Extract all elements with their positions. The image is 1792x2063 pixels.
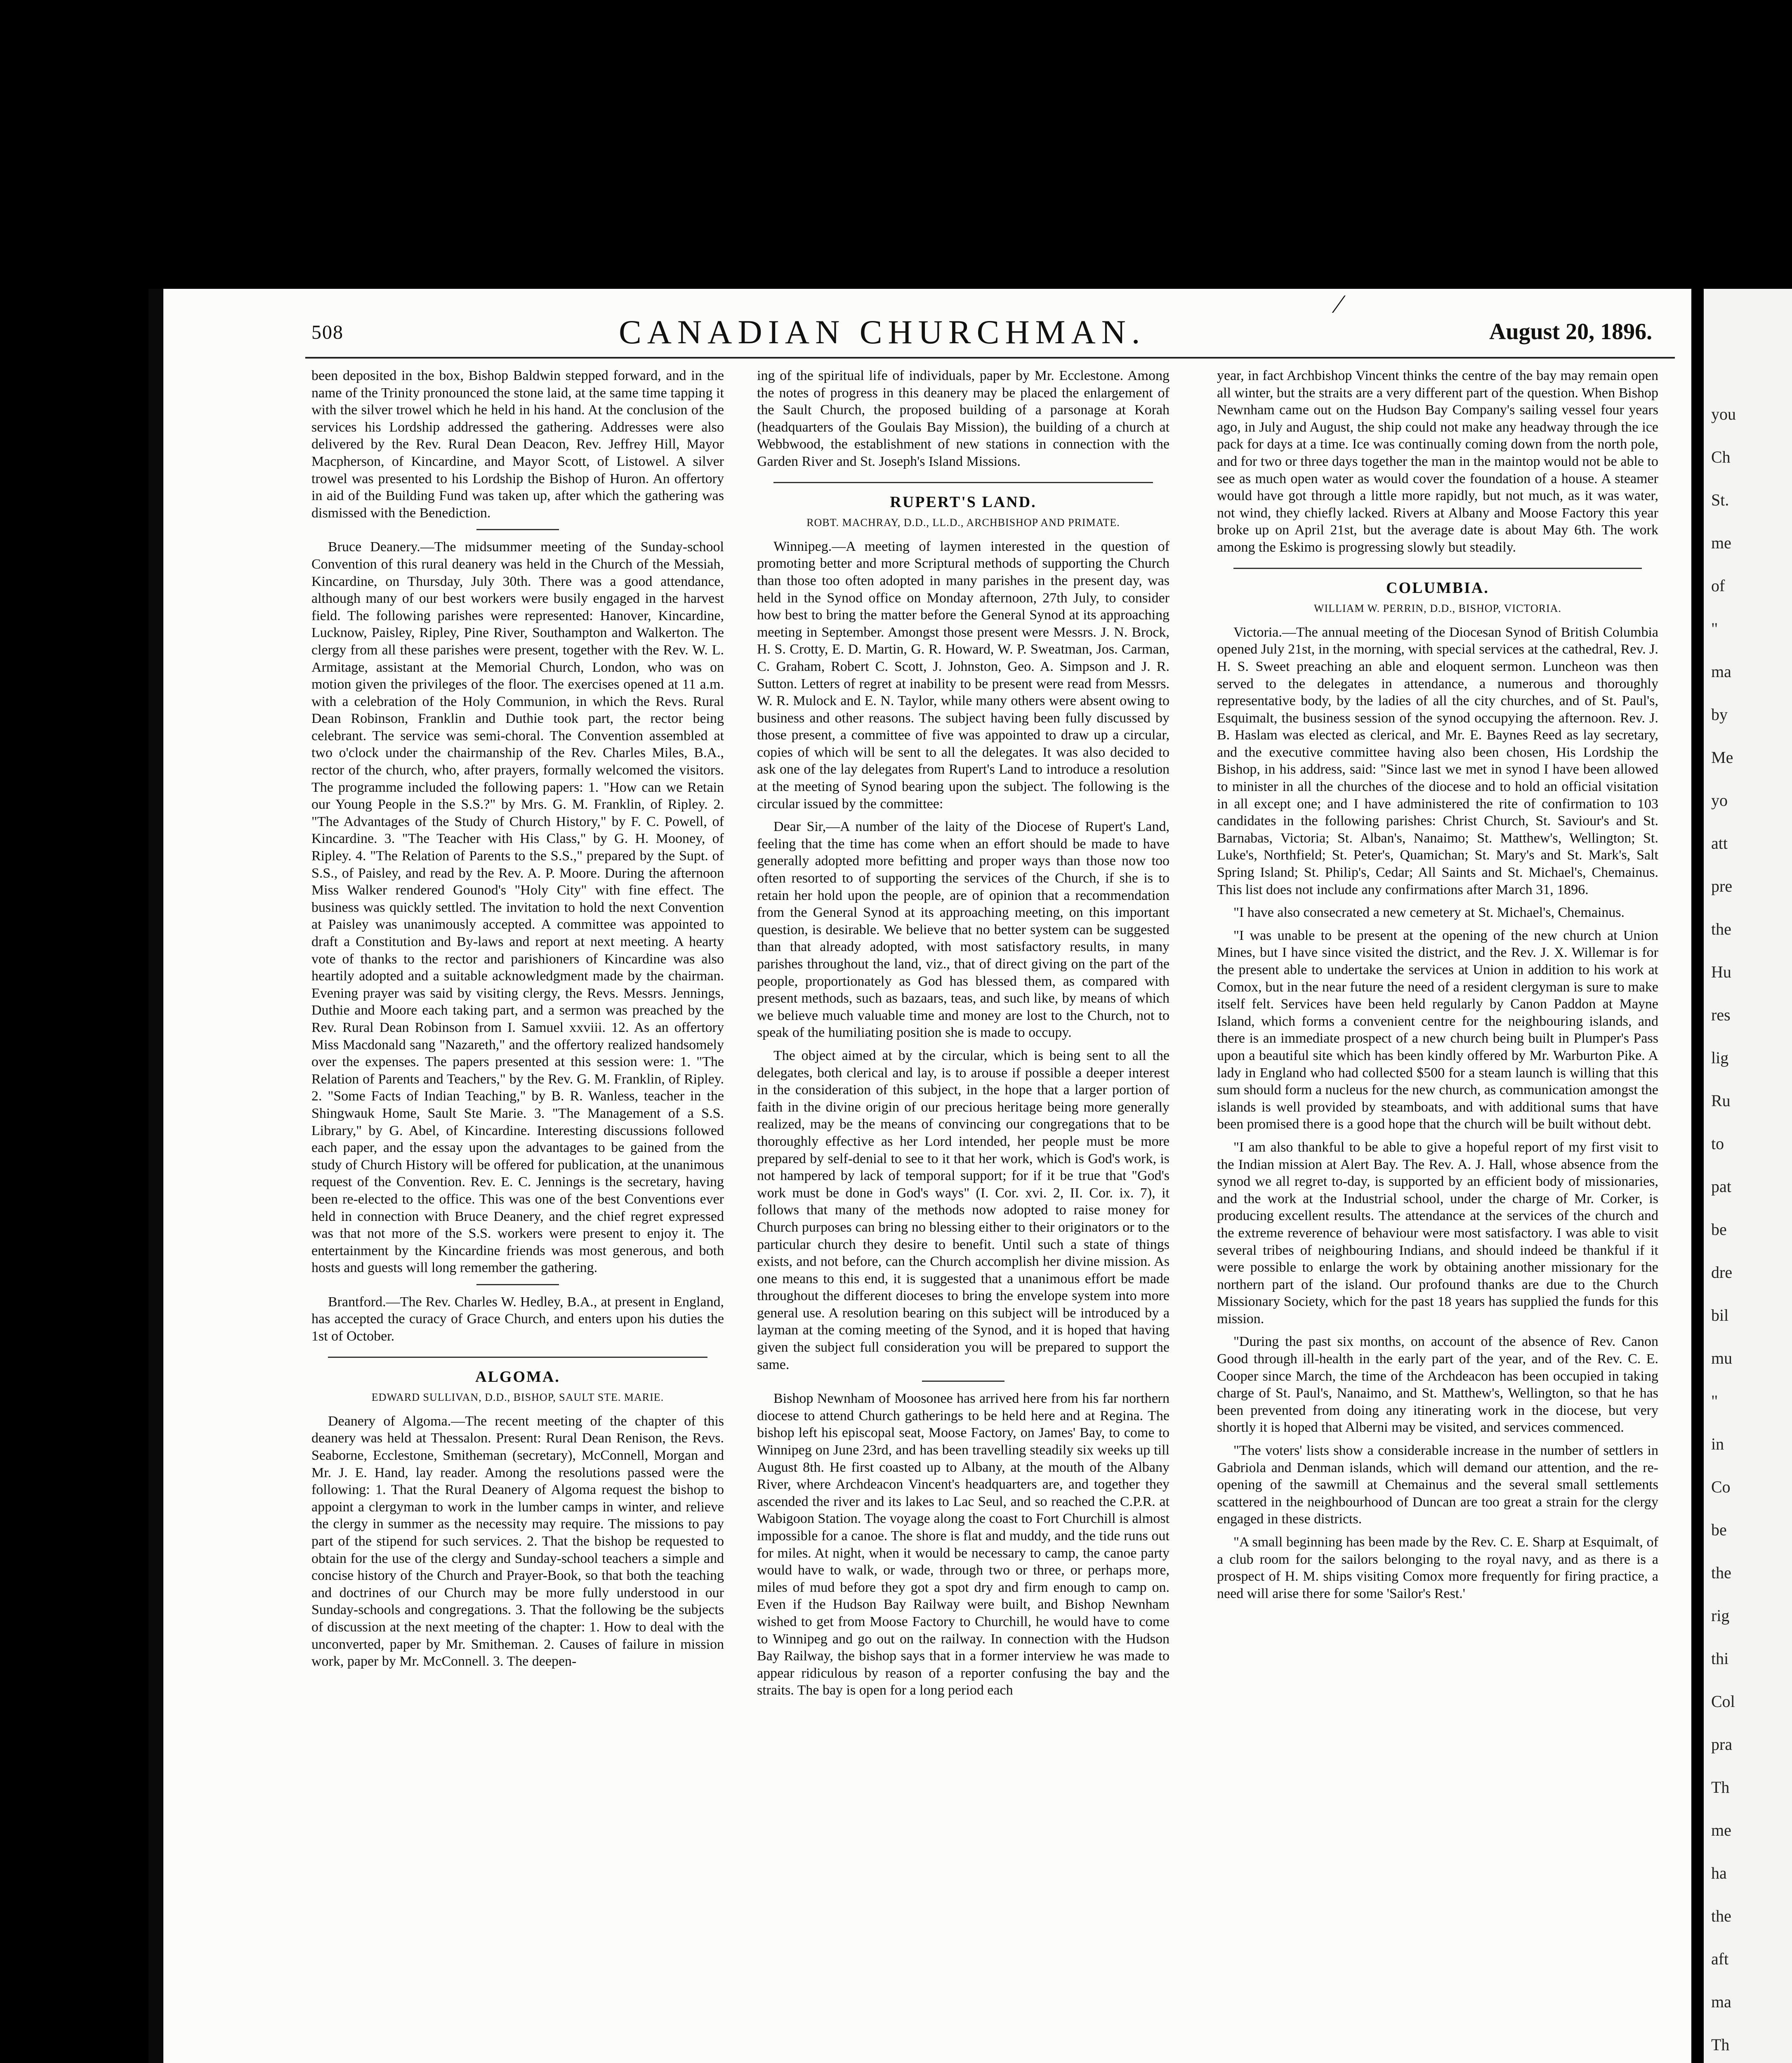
article-paragraph: "I have also consecrated a new cemetery at St. Michael's, Chemainus. xyxy=(1233,905,1625,921)
adjacent-page-fragment: me xyxy=(1711,533,1731,552)
adjacent-page-fragment: be xyxy=(1711,1220,1727,1239)
masthead-title: CANADIAN CHURCHMAN. xyxy=(619,313,1146,351)
adjacent-page-fragment: Me xyxy=(1711,748,1733,767)
adjacent-page-fragment: res xyxy=(1711,1006,1731,1024)
adjacent-page-edge xyxy=(1704,289,1792,2063)
adjacent-page-fragment: mu xyxy=(1711,1349,1733,1367)
section-subtitle-ruperts-land: ROBT. MACHRAY, D.D., LL.D., ARCHBISHOP AND PRIMATE. xyxy=(806,517,1120,529)
adjacent-page-fragment: the xyxy=(1711,1563,1731,1582)
adjacent-page-fragment: dre xyxy=(1711,1263,1733,1282)
adjacent-page-fragment: be xyxy=(1711,1520,1727,1539)
adjacent-page-fragment: Co xyxy=(1711,1478,1731,1496)
adjacent-page-fragment: to xyxy=(1711,1134,1724,1153)
article-paragraph: Dear Sir,—A number of the laity of the Diocese of Rupert's Land, feeling that the time has come when an effort should be made to have generally adopted more befitting and proper ways than those now too often resorted to of supporting the services of the Church, if she is to retain her hold upon the people, are of opinion that a recommendation from the General Synod at its approaching meeting, on this important question, is desirable. We believe that no better system can be suggested than that already adopted, with most satisfactory results, in many parishes throughout the land, viz., that of direct giving on the part of the people, proportionately as God has blessed them, as compared with present methods, such as bazaars, teas, and such like, by means of which we believe much valuable time and money are lost to the Church, not to speak of the humiliating position she is made to occupy. xyxy=(757,819,1170,1041)
binding-gutter xyxy=(149,289,163,2063)
article-paragraph: been deposited in the box, Bishop Baldwin stepped forward, and in the name of the Trinity pronounced the stone laid, at the same time tapping it with the silver trowel which he held in his hand. At the conclusion of the services his Lordship addressed the gathering. Addresses were also delivered by the Rev. Rural Dean Deacon, Rev. Jeffrey Hill, Mayor Macpherson, of Kincardine, and Mayor Scott, of Listowel. A silver trowel was presented to his Lordship the Bishop of Huron. An offertory in aid of the Building Fund was taken up, after which the gathering was dismissed with the Benediction. xyxy=(311,368,724,521)
adjacent-page-fragment: pre xyxy=(1711,877,1733,895)
adjacent-page-fragment: bil xyxy=(1711,1306,1729,1324)
divider xyxy=(476,529,559,530)
article-paragraph: Deanery of Algoma.—The recent meeting of the chapter of this deanery was held at Thessalon. Present: Rural Dean Renison, the Revs. Seaborne, Ecclestone, Smitheman (secretary), McConnell, Morgan and Mr. J. E. Hand, lay reader. Among the resolutions passed were the following: 1. That the Rural Deanery of Algoma request the bishop to appoint a clergyman to work in the lumber camps in winter, and relieve the clergy in summer as the necessity may require. The missions to pay part of the stipend for such services. 2. That the bishop be requested to obtain for the use of the clergy and Sunday-school teachers a simple and concise history of the Church and Prayer-Book, so that both the teaching and doctrines of our Church may be more fully understood in our Sunday-schools and congregations. 3. That the following be the subjects of discussion at the next meeting of the chapter: 1. How to deal with the unconverted, paper by Mr. Smitheman. 2. Causes of failure in mission work, paper by Mr. McConnell. 3. The deepen- xyxy=(311,1413,724,1669)
adjacent-page-fragment: att xyxy=(1711,834,1728,852)
article-paragraph: "The voters' lists show a considerable increase in the number of settlers in Gabriola and Denman islands, which will demand our attention, and the re-opening of the sawmill at Chemainus and the several small settlements scattered in the neighbourhood of Duncan are too great a strain for the clergy engaged in these districts. xyxy=(1217,1443,1658,1527)
adjacent-page-fragment: ma xyxy=(1711,662,1731,681)
article-paragraph: Bruce Deanery.—The midsummer meeting of the Sunday-school Convention of this rural deanery was held in the Church of the Messiah, Kincardine, on Thursday, July 30th. There was a good attendance, although many of our best workers were busily engaged in the harvest field. The following parishes were represented: Hanover, Kincardine, Lucknow, Paisley, Ripley, Pine River, Southampton and Walkerton. The clergy from all these parishes were present, together with the Rev. W. L. Armitage, assistant at the Memorial Church, London, who was on motion given the privileges of the floor. The exercises opened at 11 a.m. with a celebration of the Holy Communion, in which the Revs. Rural Dean Robinson, Franklin and Duthie took part, the rector being celebrant. The service was semi-choral. The Convention assembled at two o'clock under the chairmanship of the Rev. Charles Miles, B.A., rector of the church, who, after prayers, formally welcomed the visitors. The programme included the following papers: 1. "How can we Retain our Young People in the S.S.?" by Mrs. G. M. Franklin, of Ripley. 2. "The Advantages of the Study of Church History," by F. C. Powell, of Kincardine. 3. "The Teacher with His Class," by G. H. Mooney, of Ripley. 4. "The Relation of Parents to the S.S.," prepared by the Supt. of S.S., of Paisley, and read by the Rev. A. P. Moore. During the afternoon Miss Walker rendered Gounod's "Holy City" with fine effect. The business was quickly settled. The invitation to hold the next Convention at Paisley was unanimously accepted. A committee was appointed to draft a Constitution and By-laws and report at next meeting. A hearty vote of thanks to the rector and parishioners of Kincardine was also heartily adopted and a suitable acknowledgment made by the chairman. Evening prayer was said by visiting clergy, the Revs. Messrs. Jennings, Duthie and Moore each taking part, and a sermon was preached by the Rev. Rural Dean Robinson from I. Samuel xxviii. 12. As an offertory Miss Macdonald sang "Nazareth," and the offertory realized handsomely over the expenses. The papers presented at this session were: 1. "The Relation of Parents and Teachers," by the Rev. G. M. Franklin, of Ripley. 2. "Some Facts of Indian Teaching," by B. R. Wanless, teacher in the Shingwauk Home, Sault Ste Marie. 3. "The Management of a S.S. Library," by G. Abel, of Kincardine. Interesting discussions followed each paper, and the essay upon the advantages to be gained from the study of Church History will be offered for publication, at the unanimous request of the Convention. Rev. E. C. Jennings is the secretary, having been re-elected to the office. This was one of the best Conventions ever held in connection with Bruce Deanery, and the chief regret expressed was that not more of the S.S. workers were present to enjoy it. The entertainment by the Kincardine friends was most generous, and both hosts and guests will long remember the gathering. xyxy=(311,539,724,1276)
column-1 xyxy=(311,367,724,2063)
article-paragraph: "I am also thankful to be able to give a hopeful report of my first visit to the Indian mission at Alert Bay. The Rev. A. J. Hall, whose absence from the synod we all regret to-day, is supported by an efficient body of missionaries, and the work at the Industrial school, under the charge of Mr. Corker, is producing excellent results. The attendance at the services of the church and the extreme reverence of behaviour were most satisfactory. I was able to visit several tribes of neighbouring Indians, and should indeed be thankful if it were possible to enlarge the work by obtaining another missionary for the northern part of the island. Our profound thanks are due to the Church Missionary Society, which for the past 18 years has supplied the funds for this mission. xyxy=(1217,1139,1658,1327)
article-paragraph: The object aimed at by the circular, which is being sent to all the delegates, both clerical and lay, is to arouse if possible a deeper interest in the consideration of this subject, in the hope that a larger portion of faith in the divine origin of our precious heritage being more generally realized, may be the means of convincing our congregations that to be thoroughly effective as her Lord intended, her people must be more prepared by self-denial to see to it that her work, which is God's work, is not hampered by lack of temporal support; for if it be true that "God's work must be done in God's ways" (I. Cor. xvi. 2, II. Cor. ix. 7), it follows that many of the methods now adopted to raise money for Church purposes can bring no blessing either to their originators or to the particular church they desire to benefit. Until such a state of things exists, and not before, can the Church accomplish her divine mission. As one means to this end, it is suggested that a unanimous effort be made throughout the different dioceses to bring the envelope system into more general use. A resolution bearing on this subject will be introduced by a layman at the coming meeting of the Synod, and it is hoped that having given the subject full consideration you will be prepared to support the same. xyxy=(757,1048,1170,1372)
divider xyxy=(922,1381,1004,1382)
article-paragraph: Victoria.—The annual meeting of the Diocesan Synod of British Columbia opened July 21st, in the morning, with special services at the cathedral, Rev. J. H. S. Sweet preaching an able and eloquent sermon. Luncheon was then served to the delegates in attendance, a numerous and thoroughly representative body, by the ladies of all the city churches, and of St. Paul's, Esquimalt, the business session of the synod occupying the afternoon. Rev. J. B. Haslam was elected as clerical, and Mr. E. Baynes Reed as lay secretary, and the executive committee having also been chosen, His Lordship the Bishop, in his address, said: "Since last we met in synod I have been allowed to minister in all the churches of the diocese and to hold an official visitation in all except one; and I have administered the rite of confirmation to 103 candidates in the following parishes: Christ Church, St. Saviour's and St. Barnabas, Victoria; St. Alban's, Nanaimo; St. Matthew's, Wellington; St. Luke's, Northfield; St. Peter's, Quamichan; St. Mary's and St. Mark's, Salt Spring Island; St. Philip's, Cedar; All Saints and St. Michael's, Chemainus. This list does not include any confirmations after March 31, 1896. xyxy=(1217,624,1658,897)
page-number: 508 xyxy=(311,321,344,343)
article-paragraph: "A small beginning has been made by the Rev. C. E. Sharp at Esquimalt, of a club room for the sailors belonging to the royal navy, and as there is a prospect of H. M. ships visiting Comox more frequently for firing practice, a need will arise there for some 'Sailor's Rest.' xyxy=(1217,1534,1658,1601)
column-3 xyxy=(1217,367,1658,2063)
section-divider xyxy=(1233,568,1642,569)
adjacent-page-fragment: " xyxy=(1711,1392,1718,1410)
adjacent-page-fragment: " xyxy=(1711,619,1718,638)
adjacent-page-fragment: yo xyxy=(1711,791,1728,810)
adjacent-page-fragment: lig xyxy=(1711,1048,1729,1067)
adjacent-page-fragment: the xyxy=(1711,1907,1731,1925)
page-header xyxy=(149,289,1691,351)
adjacent-page-fragment: aft xyxy=(1711,1950,1729,1968)
divider xyxy=(476,1284,559,1285)
adjacent-page-fragment: pat xyxy=(1711,1177,1731,1196)
adjacent-page-fragment: Ch xyxy=(1711,448,1731,466)
adjacent-page-fragment: in xyxy=(1711,1435,1724,1453)
issue-date: August 20, 1896. xyxy=(1489,319,1653,345)
adjacent-page-fragment: of xyxy=(1711,576,1725,595)
adjacent-page-fragment: you xyxy=(1711,405,1736,423)
article-paragraph: ing of the spiritual life of individuals, paper by Mr. Ecclestone. Among the notes of progress in this deanery may be placed the enlargement of the Sault Church, the proposed building of a parsonage at Korah (headquarters of the Goulais Bay Mission), the building of a church at Webbwood, the establishment of new stations in connection with the Garden River and St. Joseph's Island Missions. xyxy=(757,368,1170,469)
adjacent-page-fragment: pra xyxy=(1711,1735,1733,1754)
article-paragraph: year, in fact Archbishop Vincent thinks the centre of the bay may remain open all winter, but the straits are a very different part of the question. When Bishop Newnham came out on the Hudson Bay Company's sailing vessel four years ago, in July and August, the ship could not make any headway through the ice pack for days at a time. Ice was continually coming down from the north pole, and for two or three days together the man in the maintop would not be able to see as much open water as would cover the foundation of a house. A steamer would have got through a little more rapidly, but not much, as it was water, not wind, they chiefly lacked. Rivers at Albany and Moose Factory this year broke up on April 21st, but the average date is about May 6th. The work among the Eskimo is progressing slowly but steadily. xyxy=(1217,368,1658,555)
section-divider xyxy=(328,1357,707,1358)
adjacent-page-fragment: Ru xyxy=(1711,1091,1731,1110)
section-divider xyxy=(773,482,1153,483)
adjacent-page-fragment: rig xyxy=(1711,1606,1730,1625)
section-subtitle-algoma: EDWARD SULLIVAN, D.D., BISHOP, SAULT STE. MARIE. xyxy=(371,1391,664,1404)
section-title-columbia: COLUMBIA. xyxy=(1386,579,1489,597)
article-paragraph: "During the past six months, on account of the absence of Rev. Canon Good through ill-health in the early part of the year, and of the Rev. C. E. Cooper since March, the time of the Archdeacon has been occupied in taking charge of St. Paul's, Nanaimo, and St. Matthew's, Wellington, so that he has been prevented from doing any itinerating work in the diocese, but very shortly it is hoped that Alberni may be visited, and services commenced. xyxy=(1217,1334,1658,1435)
adjacent-page-fragment: thi xyxy=(1711,1649,1729,1668)
adjacent-page-fragment: St. xyxy=(1711,491,1729,509)
adjacent-page-fragment: Hu xyxy=(1711,963,1731,981)
article-paragraph: Brantford.—The Rev. Charles W. Hedley, B.A., at present in England, has accepted the curacy of Grace Church, and enters upon his duties the 1st of October. xyxy=(311,1294,724,1344)
adjacent-page-fragment: Th xyxy=(1711,2035,1730,2054)
section-title-ruperts-land: RUPERT'S LAND. xyxy=(890,493,1037,511)
column-2 xyxy=(757,367,1170,2063)
article-paragraph: "I was unable to be present at the opening of the new church at Union Mines, but I have since visited the district, and the Rev. J. X. Willemar is for the present able to undertake the services at Union in addition to his work at Comox, but in the near future the need of a resident clergyman is sure to make itself felt. Services have been held regularly by Canon Paddon at Mayne Island, which forms a convenient centre for the neighbouring islands, and there is an immediate prospect of a new church being built in Plumper's Pass upon a beautiful site which has been kindly offered by Mr. Warburton Pike. A lady in England who had collected $500 for a steam launch is willing that this sum should form a nucleus for the new church, as communication amongst the islands is well provided by steamboats, and with additional sums that have been promised there is a good hope that the church will be built without debt. xyxy=(1217,928,1658,1132)
pen-mark: ⁄ xyxy=(1337,289,1341,319)
adjacent-page-fragment: Th xyxy=(1711,1778,1730,1796)
adjacent-page-fragment: by xyxy=(1711,705,1728,724)
adjacent-page-fragment: me xyxy=(1711,1821,1731,1839)
newspaper-page xyxy=(149,289,1691,2063)
section-title-algoma: ALGOMA. xyxy=(475,1368,560,1386)
adjacent-page-fragment: ha xyxy=(1711,1864,1727,1882)
adjacent-page-fragment: the xyxy=(1711,920,1731,938)
adjacent-page-fragment: Col xyxy=(1711,1692,1735,1711)
article-paragraph: Winnipeg.—A meeting of laymen interested in the question of promoting better and more Scriptural methods of supporting the Church than those too often adopted in many parishes in the present day, was held in the Synod office on Monday afternoon, 27th July, to consider how best to bring the matter before the General Synod at its approaching meeting in September. Amongst those present were Messrs. J. N. Brock, H. S. Crotty, E. D. Martin, G. R. Howard, W. P. Sweatman, Jos. Carman, C. Graham, Robert C. Scott, J. Johnston, Geo. A. Simpson and J. R. Sutton. Letters of regret at inability to be present were read from Messrs. W. R. Mulock and E. N. Taylor, while many others were absent owing to business and other reasons. The subject having been fully discussed by those present, a committee of five was appointed to draw up a circular, copies of which will be sent to all the delegates. It was also decided to ask one of the lay delegates from Rupert's Land to introduce a resolution at the meeting of Synod bearing upon the subject. The following is the circular issued by the committee: xyxy=(757,538,1170,812)
article-paragraph: Bishop Newnham of Moosonee has arrived here from his far northern diocese to attend Church gatherings to be held here and at Regina. The bishop left his episcopal seat, Moose Factory, on James' Bay, to come to Winnipeg on June 23rd, and has been travelling steadily six weeks up till August 8th. He first coasted up to Albany, at the mouth of the Albany River, where Archdeacon Vincent's headquarters are, and together they ascended the river and its lakes to Lac Seul, and so reached the C.P.R. at Wabigoon Station. The voyage along the coast to Fort Churchill is almost impossible for a canoe. The shore is flat and muddy, and the tide runs out for miles. At night, when it would be necessary to camp, the canoe party would have to walk, or wade, through two or three, or perhaps more, miles of mud before they got a spot dry and firm enough to camp on. Even if the Hudson Bay Railway were built, and Bishop Newnham wished to get from Moose Factory to Churchill, he would have to come to Winnipeg and go out on the railway. In connection with the Hudson Bay Railway, the bishop says that in a former interview he was made to appear ridiculous by reason of a reporter confusing the bay and the straits. The bay is open for a long period each xyxy=(757,1391,1170,1698)
section-subtitle-columbia: WILLIAM W. PERRIN, D.D., BISHOP, VICTORIA. xyxy=(1313,602,1562,615)
header-rule xyxy=(305,357,1675,359)
adjacent-page-fragment: ma xyxy=(1711,1992,1731,2011)
